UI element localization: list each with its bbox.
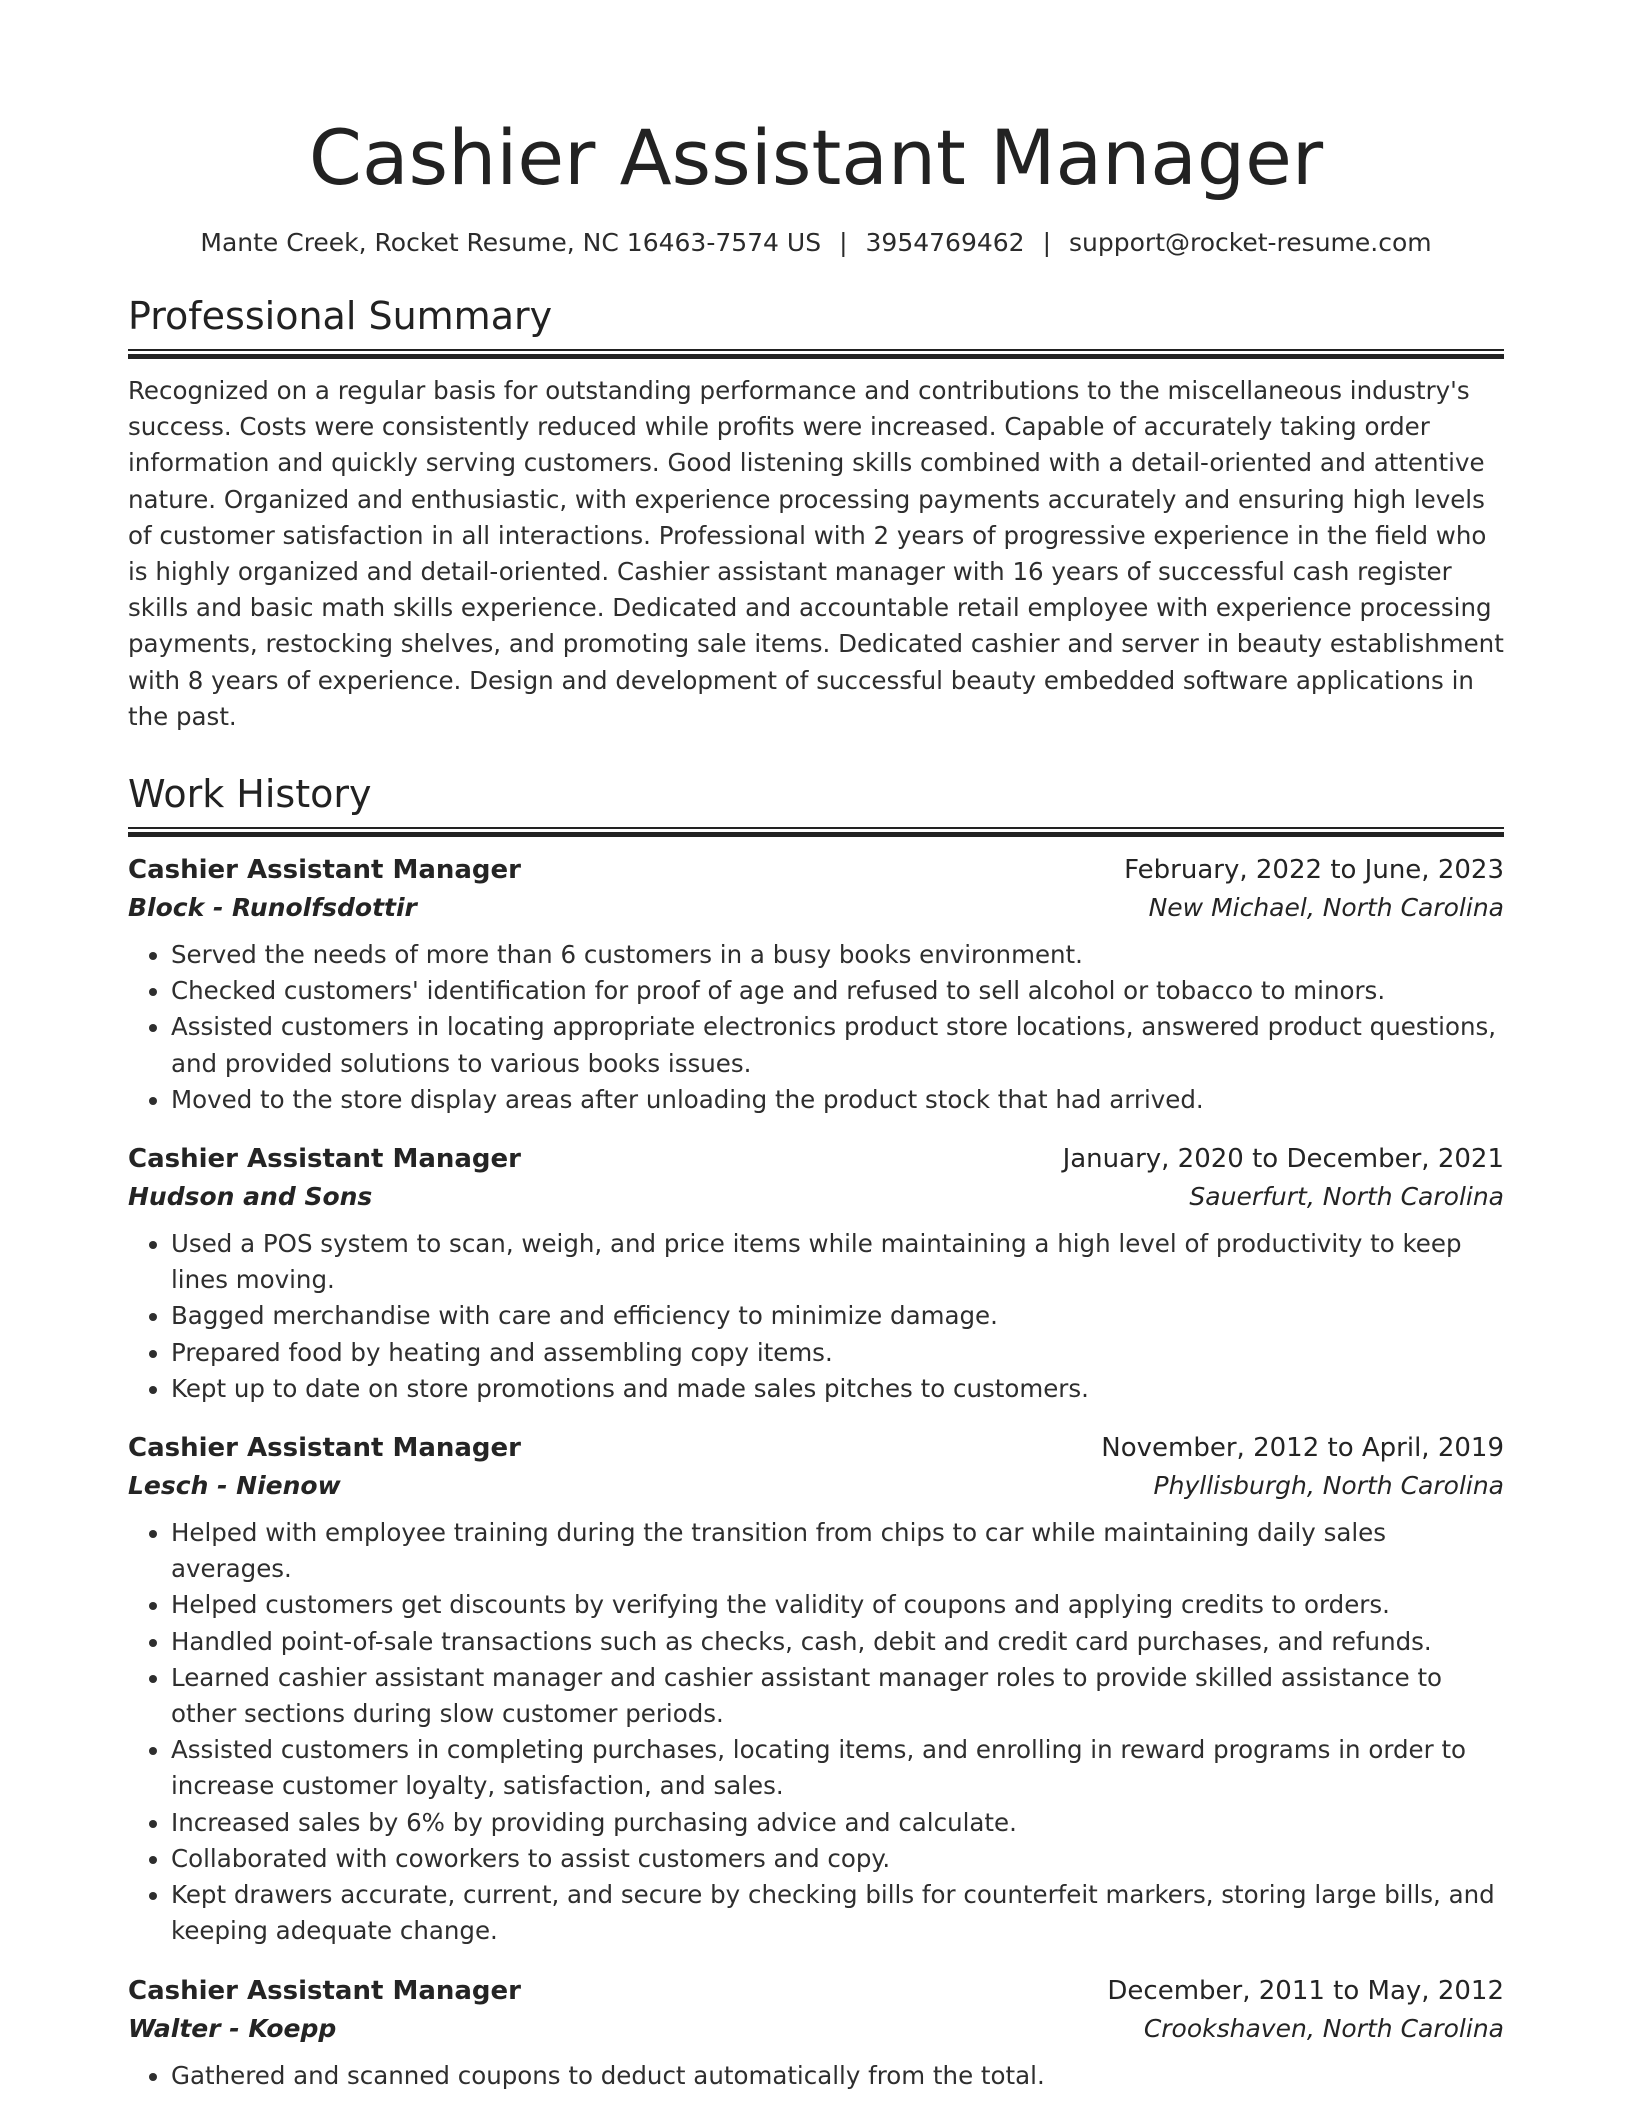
job-bullet-list <box>128 1515 1504 1949</box>
section-divider <box>128 349 1504 359</box>
resume-name: Cashier Assistant Manager <box>308 113 1324 202</box>
job-header-row <box>128 1140 1504 1178</box>
job-list <box>128 851 1504 2094</box>
job-bullet: • Handled point-of-sale transactions such as checks, cash, debit and credit card purchases, and refunds. <box>171 1624 1504 1660</box>
job-header-row <box>128 851 1504 889</box>
job-bullet: • Helped customers get discounts by verifying the validity of coupons and applying credits to orders. <box>171 1587 1504 1623</box>
job-header-row <box>128 1429 1504 1467</box>
contact-line <box>128 230 1504 255</box>
job-bullet: • Collaborated with coworkers to assist customers and copy. <box>171 1841 1504 1877</box>
job-dates: January, 2020 to December, 2021 <box>1062 1144 1504 1175</box>
job-title: Cashier Assistant Manager <box>128 1144 521 1175</box>
job-subheader-row <box>128 2010 1504 2048</box>
summary-section <box>128 294 1504 735</box>
job-bullet: • Increased sales by 6% by providing purchasing advice and calculate. <box>171 1805 1504 1841</box>
job-bullet: • Prepared food by heating and assembling copy items. <box>171 1335 1504 1371</box>
job-location: Sauerfurt, North Carolina <box>1189 1182 1504 1212</box>
job-subheader-row <box>128 1467 1504 1505</box>
section-divider <box>128 827 1504 837</box>
job-title: Cashier Assistant Manager <box>128 1975 521 2006</box>
job-bullet: • Checked customers' identification for proof of age and refused to sell alcohol or tobacco to minors. <box>171 973 1504 1009</box>
job-subheader-row <box>128 889 1504 927</box>
job-bullet: • Assisted customers in completing purchases, locating items, and enrolling in reward programs in order to increase customer loyalty, satisfaction, and sales. <box>171 1732 1504 1804</box>
job-company: Hudson and Sons <box>128 1182 373 1212</box>
job-company: Lesch - Nienow <box>128 1471 341 1501</box>
job-entry <box>128 1140 1504 1407</box>
section-title-summary: Professional Summary <box>128 294 553 338</box>
job-dates: December, 2011 to May, 2012 <box>1107 1975 1504 2006</box>
job-bullet: • Assisted customers in locating appropriate electronics product store locations, answered product questions, and provided solutions to various books issues. <box>171 1009 1504 1081</box>
job-header-row <box>128 1972 1504 2010</box>
job-company: Walter - Koepp <box>128 2013 337 2043</box>
job-bullet-list <box>128 2058 1504 2094</box>
job-entry <box>128 1429 1504 1949</box>
job-location: New Michael, North Carolina <box>1148 893 1504 923</box>
job-entry <box>128 851 1504 1118</box>
contact-separator: | <box>1042 228 1052 257</box>
job-bullet: • Bagged merchandise with care and efficiency to minimize damage. <box>171 1298 1504 1334</box>
job-title: Cashier Assistant Manager <box>128 855 521 886</box>
job-dates: November, 2012 to April, 2019 <box>1101 1433 1504 1464</box>
job-bullet: • Helped with employee training during the transition from chips to car while maintaining daily sales averages. <box>171 1515 1504 1587</box>
job-title: Cashier Assistant Manager <box>128 1433 521 1464</box>
job-bullet: • Used a POS system to scan, weigh, and price items while maintaining a high level of productivity to keep lines moving. <box>171 1226 1504 1298</box>
job-entry <box>128 1972 1504 2094</box>
job-bullet-list <box>128 937 1504 1118</box>
job-bullet: • Moved to the store display areas after unloading the product stock that had arrived. <box>171 1082 1504 1118</box>
job-company: Block - Runolfsdottir <box>128 893 417 923</box>
job-bullet: • Learned cashier assistant manager and cashier assistant manager roles to provide skilled assistance to other sections during slow customer periods. <box>171 1660 1504 1732</box>
job-bullet-list <box>128 1226 1504 1407</box>
job-dates: February, 2022 to June, 2023 <box>1124 855 1504 886</box>
contact-separator: | <box>839 228 848 257</box>
contact-phone: 3954769462 <box>865 228 1025 257</box>
job-location: Phyllisburgh, North Carolina <box>1153 1471 1504 1501</box>
work-section <box>128 772 1504 2094</box>
job-location: Crookshaven, North Carolina <box>1143 2013 1504 2043</box>
job-bullet: • Served the needs of more than 6 customers in a busy books environment. <box>171 937 1504 973</box>
contact-address: Mante Creek, Rocket Resume, NC 16463-7574 US <box>200 228 822 257</box>
job-bullet: • Kept drawers accurate, current, and secure by checking bills for counterfeit markers, storing large bills, and keeping adequate change. <box>171 1877 1504 1949</box>
contact-email[interactable]: support@rocket-resume.com <box>1069 228 1432 257</box>
section-title-work: Work History <box>128 772 372 817</box>
job-bullet: • Kept up to date on store promotions and made sales pitches to customers. <box>171 1371 1504 1407</box>
job-subheader-row <box>128 1178 1504 1216</box>
summary-text: Recognized on a regular basis for outstanding performance and contributions to the miscellaneous industry's success. Costs were consistently reduced while profits were increased. Capable of accurately taking order information and quickly serving customers. Good listening skills combined with a detail-oriented and attentive nature. Organized and enthusiastic, with experience processing payments accurately and ensuring high levels of customer satisfaction in all interactions. Professional with 2 years of progressive experience in the field who is highly organized and detail-oriented. Cashier assistant manager with 16 years of successful cash register skills and basic math skills experience. Dedicated and accountable retail employee with experience processing payments, restocking shelves, and promoting sale items. Dedicated cashier and server in beauty establishment with 8 years of experience. Design and development of successful beauty embedded software applications in the past. <box>128 376 1504 731</box>
job-bullet: • Gathered and scanned coupons to deduct automatically from the total. <box>171 2058 1504 2094</box>
